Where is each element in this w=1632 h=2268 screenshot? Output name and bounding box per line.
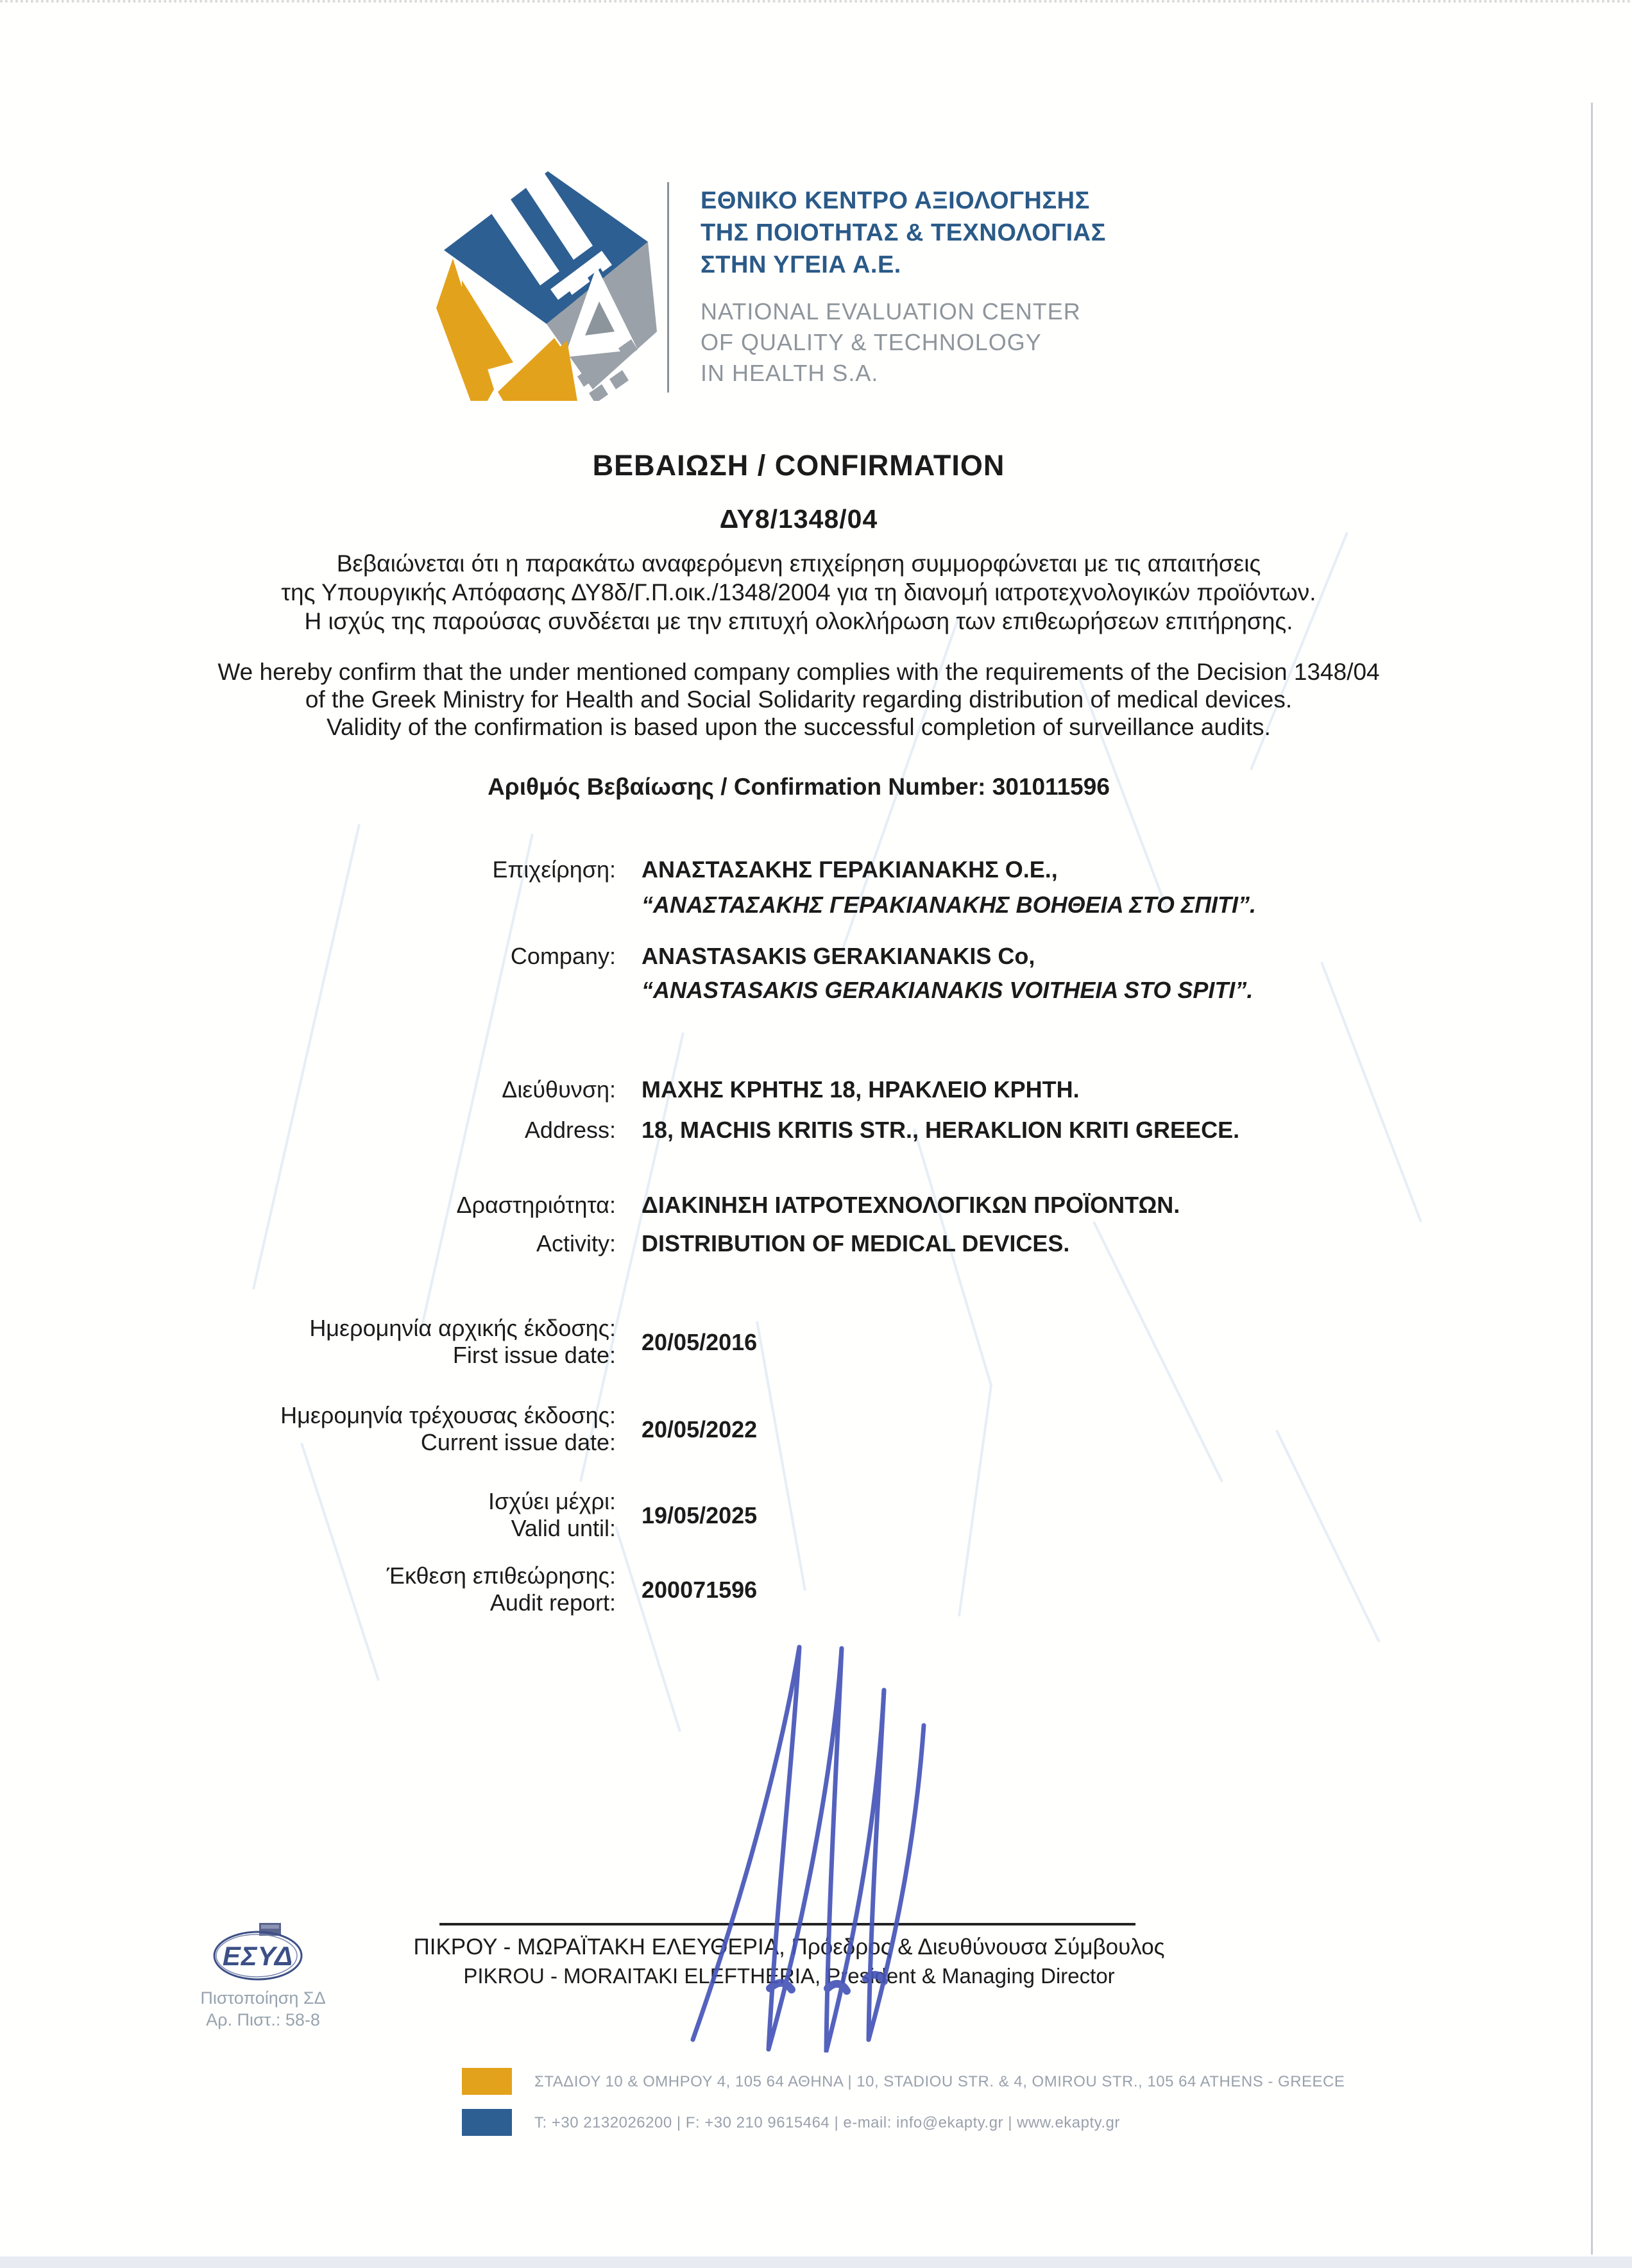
footer-contact-marker <box>462 2109 512 2136</box>
audit-report-label-english: Audit report: <box>489 1589 616 1616</box>
audit-report-label <box>160 1562 616 1616</box>
current-issue-label-english: Current issue date: <box>420 1429 616 1455</box>
first-issue-label-english: First issue date: <box>452 1342 616 1368</box>
first-issue-value: 20/05/2016 <box>642 1329 758 1355</box>
activity-label-greek: Δραστηριότητα: <box>456 1192 616 1218</box>
confirmation-number-value: 301011596 <box>992 774 1110 800</box>
intro-paragraph-greek <box>0 549 1597 636</box>
confirmation-number-label: Αριθμός Βεβαίωσης / Confirmation Number: <box>488 774 986 800</box>
address-label-english: Address: <box>524 1117 616 1143</box>
audit-report-label-greek: Έκθεση επιθεώρησης: <box>386 1562 616 1589</box>
esyd-certification-line2: Αρ. Πιστ.: 58-8 <box>206 2010 320 2029</box>
company-name-english: ANASTASAKIS GERAKIANAKIS Co, <box>642 943 1035 969</box>
scan-edge-right <box>1591 103 1593 2255</box>
address-value-english: 18, MACHIS KRITIS STR., HERAKLION KRITI GREECE. <box>642 1117 1240 1143</box>
intro-english-line2: of the Greek Ministry for Health and Social Solidarity regarding distribution of medical devices. <box>305 686 1293 713</box>
activity-label-english: Activity: <box>536 1230 616 1257</box>
activity-value-greek: ΔΙΑΚΙΝΗΣΗ ΙΑΤΡΟΤΕΧΝΟΛΟΓΙΚΩΝ ΠΡΟΪΟΝΤΩΝ. <box>642 1192 1180 1218</box>
intro-greek-line3: Η ισχύς της παρούσας συνδέεται με την επιτυχή ολοκλήρωση των επιθεωρήσεων επιτήρησης. <box>304 608 1293 634</box>
org-name-greek-line2: ΤΗΣ ΠΟΙΟΤΗΤΑΣ & ΤΕΧΝΟΛΟΓΙΑΣ <box>701 219 1106 246</box>
org-name-english-line1: NATIONAL EVALUATION CENTER <box>701 298 1081 325</box>
esyd-logo <box>210 1922 309 1982</box>
intro-paragraph-english <box>0 658 1597 741</box>
audit-report-value: 200071596 <box>642 1577 758 1603</box>
org-name-greek-line3: ΣΤΗΝ ΥΓΕΙΑ Α.Ε. <box>701 251 901 278</box>
esyd-logo-text: ΕΣΥΔ <box>222 1941 294 1971</box>
intro-greek-line1: Βεβαιώνεται ότι η παρακάτω αναφερόμενη επιχείρηση συμμορφώνεται με τις απαιτήσεις <box>336 550 1261 577</box>
org-name-english <box>701 296 1081 389</box>
certificate-title: ΒΕΒΑΙΩΣΗ / CONFIRMATION <box>592 449 1005 482</box>
current-issue-label <box>160 1402 616 1456</box>
signatory-name-english: PIKROU - MORAITAKI ELEFTHERIA, President & Managing Director <box>463 1964 1115 1988</box>
scan-edge-bottom <box>0 2256 1632 2268</box>
first-issue-label <box>160 1315 616 1369</box>
decision-number: ΔΥ8/1348/04 <box>719 504 878 534</box>
valid-until-label-greek: Ισχύει μέχρι: <box>488 1488 616 1514</box>
company-label-greek: Επιχείρηση: <box>492 856 616 883</box>
org-name-greek <box>701 185 1106 281</box>
company-trade-greek: “ΑΝΑΣΤΑΣΑΚΗΣ ΓΕΡΑΚΙΑΝΑΚΗΣ ΒΟΗΘΕΙΑ ΣΤΟ ΣΠΙΤΙ”. <box>642 892 1256 918</box>
intro-english-line1: We hereby confirm that the under mentioned company complies with the requirements of the Decision 1348/04 <box>217 659 1380 685</box>
valid-until-label-english: Valid until: <box>511 1515 616 1541</box>
address-label-greek: Διεύθυνση: <box>502 1076 616 1103</box>
signatory-name-greek: ΠΙΚΡΟΥ - ΜΩΡΑΪΤΑΚΗ ΕΛΕΥΘΕΡΙΑ, Πρόεδρος & Διευθύνουσα Σύμβουλος <box>413 1934 1165 1959</box>
current-issue-label-greek: Ημερομηνία τρέχουσας έκδοσης: <box>280 1402 616 1428</box>
intro-english-line3: Validity of the confirmation is based upon the successful completion of surveillance audits. <box>327 714 1271 740</box>
footer-address-marker <box>462 2068 512 2095</box>
scan-edge-top <box>0 0 1632 6</box>
valid-until-value: 19/05/2025 <box>642 1502 758 1528</box>
company-name-greek: ΑΝΑΣΤΑΣΑΚΗΣ ΓΕΡΑΚΙΑΝΑΚΗΣ Ο.Ε., <box>642 856 1058 883</box>
footer-address-line: ΣΤΑΔΙΟΥ 10 & ΟΜΗΡΟΥ 4, 105 64 ΑΘΗΝΑ | 10, STADIOU STR. & 4, OMIROU STR., 105 64 ATHENS - GREECE <box>534 2073 1345 2090</box>
current-issue-value: 20/05/2022 <box>642 1416 758 1443</box>
company-trade-english: “ANASTASAKIS GERAKIANAKIS VOITHEIA STO SPITI”. <box>642 977 1254 1003</box>
address-value-greek: ΜΑΧΗΣ ΚΡΗΤΗΣ 18, ΗΡΑΚΛΕΙΟ ΚΡΗΤΗ. <box>642 1076 1080 1103</box>
footer-contact-line: T: +30 2132026200 | F: +30 210 9615464 | e-mail: info@ekapty.gr | www.ekapty.gr <box>534 2114 1120 2131</box>
first-issue-label-greek: Ημερομηνία αρχικής έκδοσης: <box>309 1315 616 1341</box>
valid-until-label <box>160 1488 616 1542</box>
intro-greek-line2: της Υπουργικής Απόφασης ΔΥ8δ/Γ.Π.οικ./1348/2004 για τη διανομή ιατροτεχνολογικών προϊόντων. <box>281 579 1316 605</box>
esyd-certification-line1: Πιστοποίηση ΣΔ <box>200 1988 326 2008</box>
ekapty-logo <box>431 164 662 401</box>
org-name-english-line3: IN HEALTH S.A. <box>701 360 879 386</box>
activity-value-english: DISTRIBUTION OF MEDICAL DEVICES. <box>642 1230 1070 1257</box>
org-name-english-line2: OF QUALITY & TECHNOLOGY <box>701 329 1042 355</box>
company-label-english: Company: <box>510 943 616 969</box>
org-name-greek-line1: ΕΘΝΙΚΟ ΚΕΝΤΡΟ ΑΞΙΟΛΟΓΗΣΗΣ <box>701 187 1090 214</box>
header-divider <box>667 182 669 393</box>
confirmation-number-line <box>0 774 1597 800</box>
signature-scribble <box>674 1629 975 2052</box>
